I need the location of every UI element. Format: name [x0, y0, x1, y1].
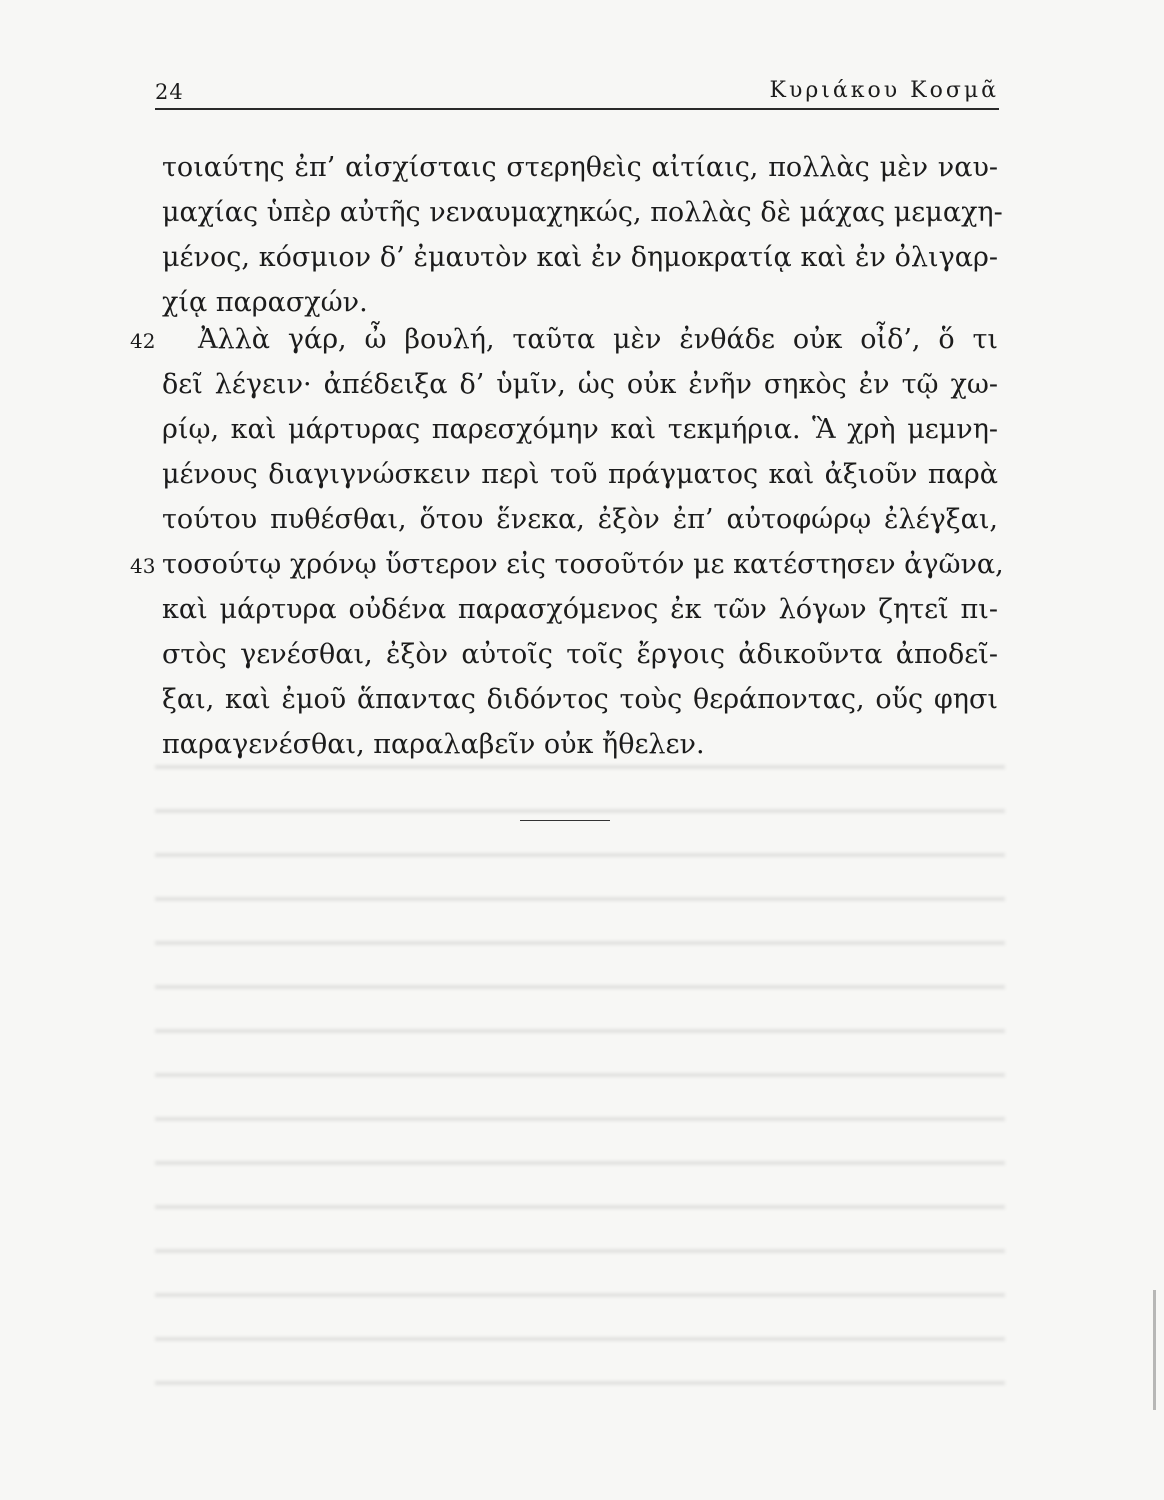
text-line: ρίῳ, καὶ μάρτυρας παρεσχόμην καὶ τεκμήρια. Ἃ χρὴ μεμνη- — [162, 414, 998, 445]
end-rule — [520, 820, 610, 821]
page-edge-mark — [1153, 1290, 1156, 1410]
text-line: χίᾳ παρασχών. — [162, 287, 368, 318]
section-number-42: 42 — [130, 329, 156, 353]
text-line: δεῖ λέγειν· ἀπέδειξα δ’ ὑμῖν, ὡς οὐκ ἐνῆν σηκὸς ἐν τῷ χω- — [162, 369, 998, 400]
running-head — [155, 74, 999, 110]
text-line: καὶ μάρτυρα οὐδένα παρασχόμενος ἐκ τῶν λόγων ζητεῖ πι- — [162, 594, 998, 625]
text-line: παραγενέσθαι, παραλαβεῖν οὐκ ἤθελεν. — [162, 729, 705, 760]
running-title: Κυριάκου Κοσμᾶ — [769, 78, 999, 103]
text-line: μένους διαγιγνώσκειν περὶ τοῦ πράγματος καὶ ἀξιοῦν παρὰ — [162, 459, 998, 490]
page-number: 24 — [155, 80, 184, 104]
text-line: τούτου πυθέσθαι, ὅτου ἕνεκα, ἐξὸν ἐπ’ αὐτοφώρῳ ἐλέγξαι, — [162, 504, 998, 535]
section-number-43: 43 — [130, 554, 156, 578]
text-line: μένος, κόσμιον δ’ ἐμαυτὸν καὶ ἐν δημοκρατίᾳ καὶ ἐν ὀλιγαρ- — [162, 242, 998, 273]
text-line: ξαι, καὶ ἐμοῦ ἅπαντας διδόντος τοὺς θεράποντας, οὕς φησι — [162, 684, 998, 715]
show-through-texture — [155, 745, 1005, 1415]
text-line: Ἀλλὰ γάρ, ὦ βουλή, ταῦτα μὲν ἐνθάδε οὐκ οἶδ’, ὅ τι — [198, 324, 998, 355]
text-line: τοσούτῳ χρόνῳ ὕστερον εἰς τοσοῦτόν με κατέστησεν ἀγῶνα, — [162, 549, 1004, 580]
text-line: μαχίας ὑπὲρ αὐτῆς νεναυμαχηκώς, πολλὰς δὲ μάχας μεμαχη- — [162, 197, 1003, 228]
text-line: στὸς γενέσθαι, ἐξὸν αὐτοῖς τοῖς ἔργοις ἀδικοῦντα ἀποδεῖ- — [162, 639, 998, 670]
text-line: τοιαύτης ἐπ’ αἰσχίσταις στερηθεὶς αἰτίαις, πολλὰς μὲν ναυ- — [162, 152, 998, 183]
